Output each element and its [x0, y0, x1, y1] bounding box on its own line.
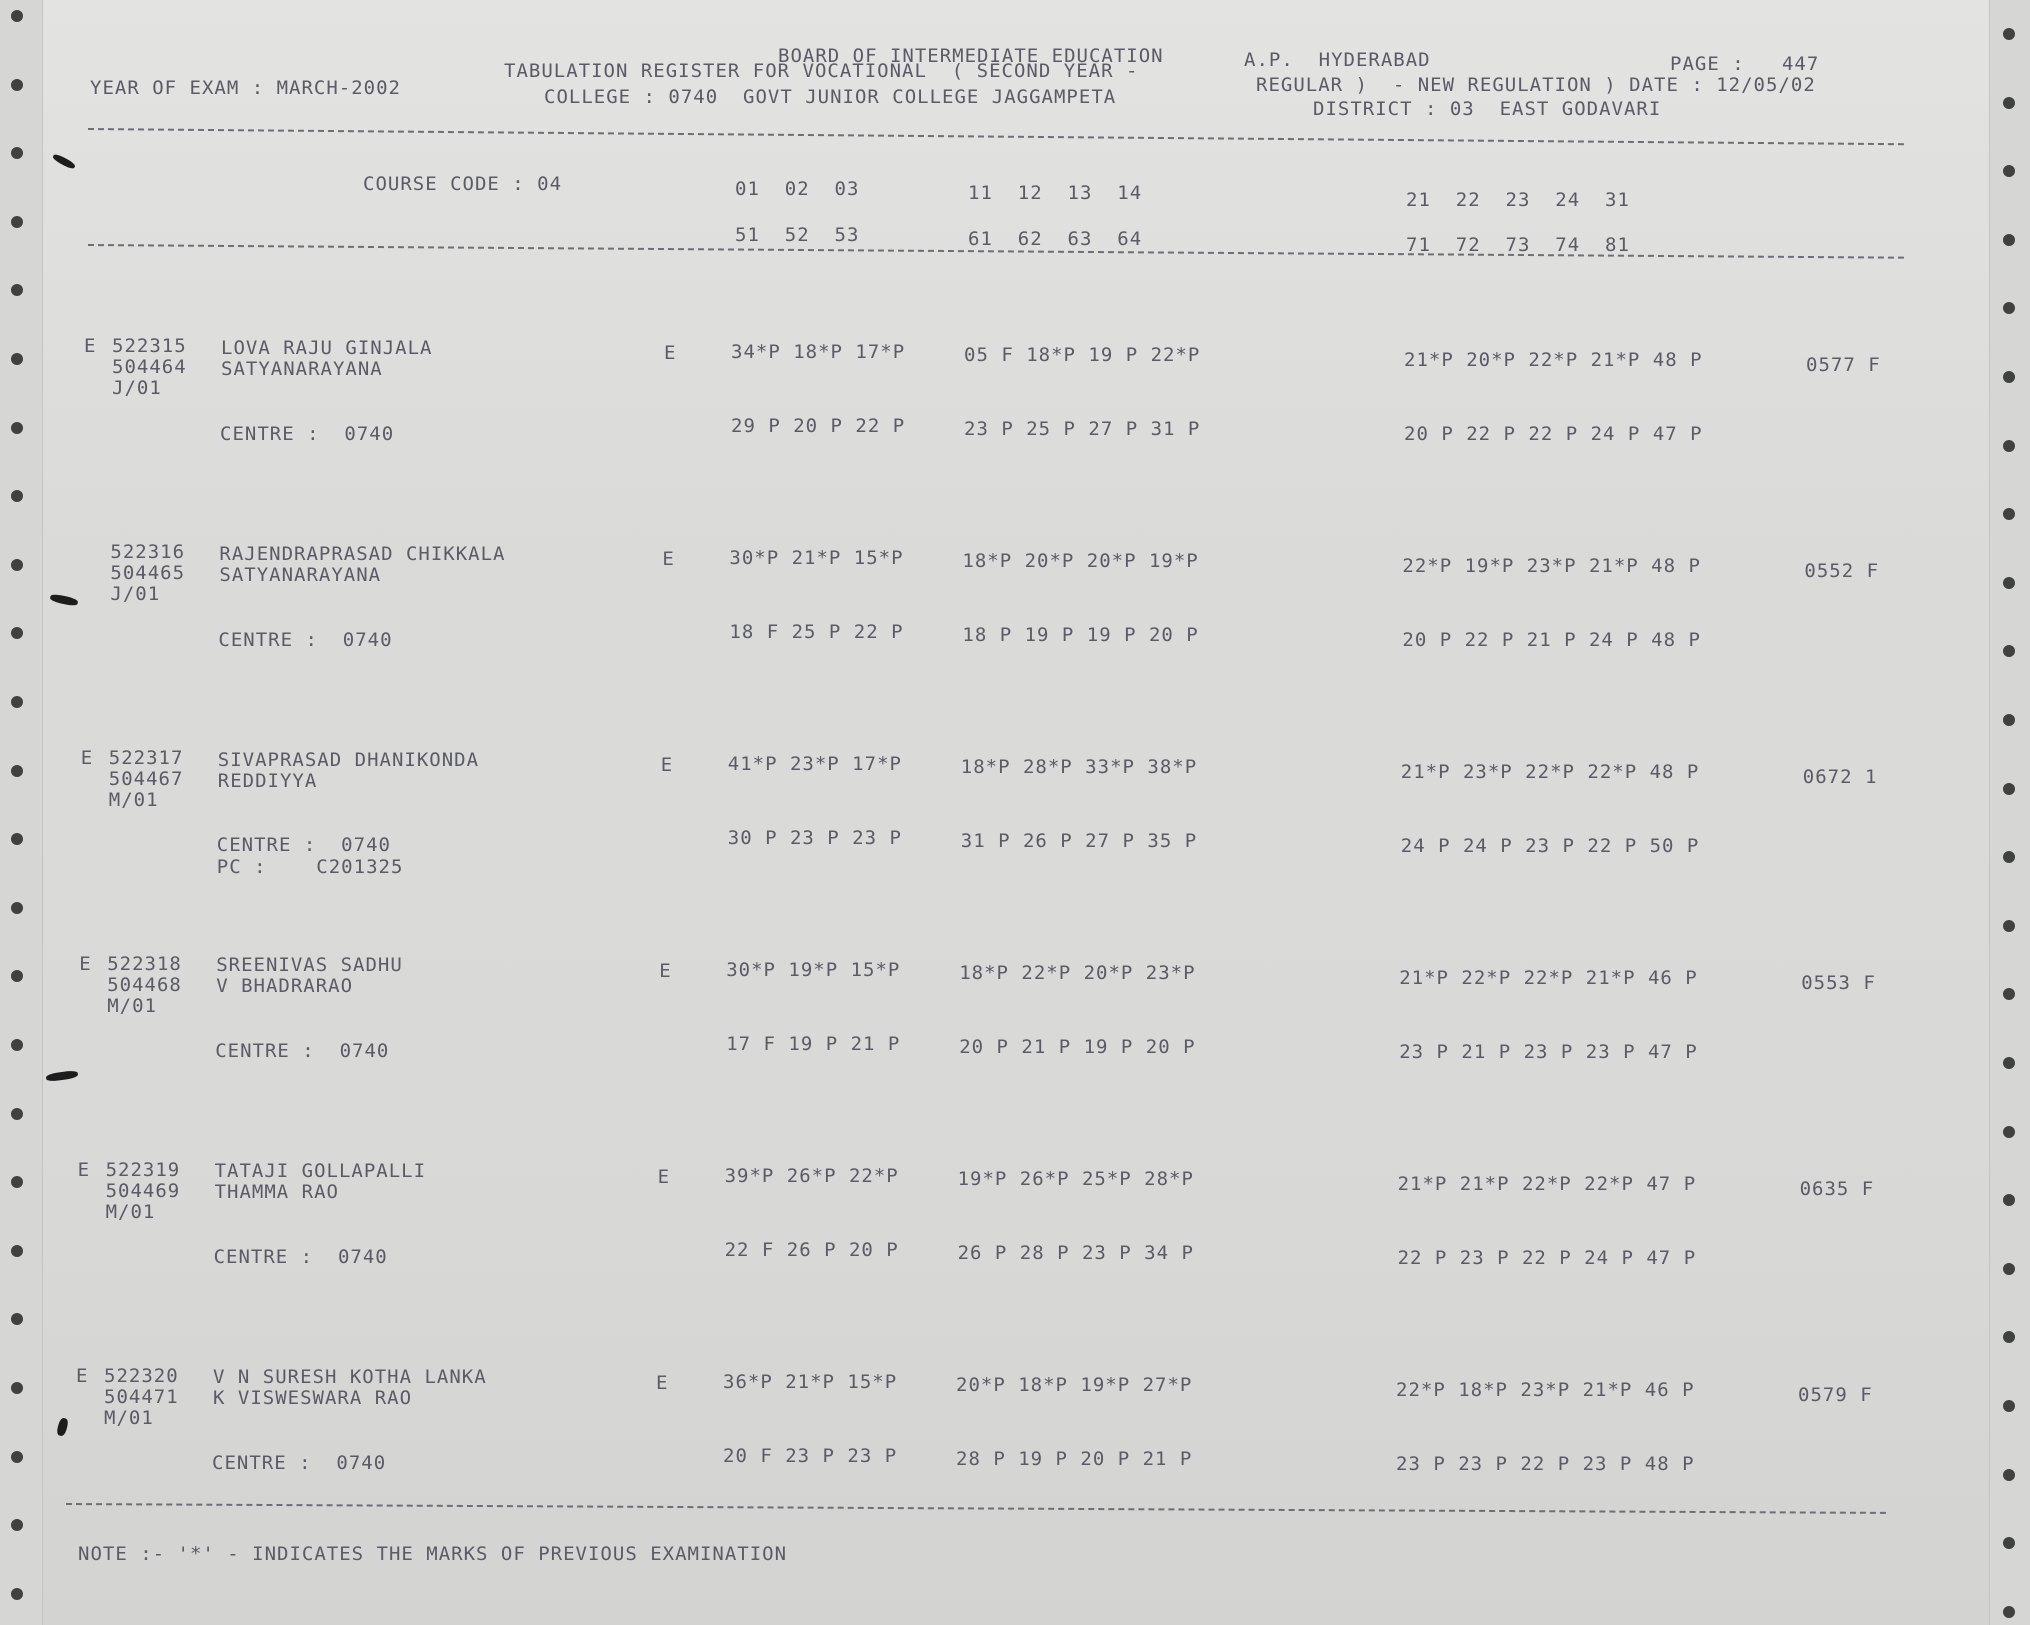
marks-row1-group3: 21*P 22*P 22*P 21*P 46 P [1399, 967, 1698, 990]
feed-hole [11, 147, 23, 159]
marks-row1-group1: 39*P 26*P 22*P [724, 1165, 899, 1188]
register-title: TABULATION REGISTER FOR VOCATIONAL ( SECOND YEAR - [504, 60, 1139, 82]
column-codes-row1-group2: 11 12 13 14 [968, 182, 1143, 204]
medium-code: E [657, 1165, 671, 1188]
feed-hole [11, 353, 23, 365]
page-number: PAGE : 447 [1670, 53, 1820, 75]
feed-hole [11, 490, 23, 502]
column-codes-row2-group2: 61 62 63 64 [968, 228, 1143, 250]
exam-flag: E [80, 746, 94, 769]
feed-hole [11, 902, 23, 914]
hall-ticket-number: 522319 [105, 1159, 181, 1182]
feed-hole [11, 1313, 23, 1325]
student-name: RAJENDRAPRASAD CHIKKALA [219, 542, 506, 565]
feed-hole [2003, 851, 2015, 863]
father-name: THAMMA RAO [214, 1181, 339, 1204]
centre-code: CENTRE : 0740 [216, 834, 391, 857]
marks-row1-group2: 19*P 26*P 25*P 28*P [957, 1168, 1194, 1190]
student-name: V N SURESH KOTHA LANKA [213, 1366, 487, 1389]
hall-ticket-number: 522318 [107, 953, 182, 976]
marks-row1-group1: 34*P 18*P 17*P [731, 341, 906, 364]
tractor-feed-strip-right [1989, 0, 2030, 1625]
feed-hole [2003, 28, 2015, 40]
marks-row1-group3: 22*P 19*P 23*P 21*P 48 P [1402, 555, 1701, 578]
feed-hole [11, 765, 23, 777]
marks-row2-group3: 20 P 22 P 22 P 24 P 47 P [1404, 423, 1703, 446]
exam-flag: E [79, 952, 92, 975]
registration-number: 504467 [108, 768, 184, 791]
total-result: 0552 F [1804, 559, 1880, 582]
marks-row1-group1: 30*P 19*P 15*P [726, 959, 901, 982]
registration-number: 504469 [105, 1180, 181, 1203]
marks-row1-group2: 18*P 22*P 20*P 23*P [959, 962, 1196, 985]
medium-code: E [662, 547, 675, 570]
marks-row1-group1: 30*P 21*P 15*P [729, 547, 904, 570]
marks-row1-group3: 22*P 18*P 23*P 21*P 46 P [1396, 1379, 1695, 1402]
column-codes-row2-group3: 71 72 73 74 81 [1406, 234, 1630, 256]
father-name: REDDIYYA [217, 769, 318, 792]
marks-row1-group3: 21*P 23*P 22*P 22*P 48 P [1400, 761, 1700, 784]
father-name: SATYANARAYANA [219, 563, 382, 586]
feed-hole [11, 1382, 23, 1394]
marks-row2-group2: 18 P 19 P 19 P 20 P [962, 624, 1199, 647]
ink-mark [52, 153, 76, 170]
marks-row2-group1: 29 P 20 P 22 P [731, 415, 906, 438]
feed-hole [2003, 920, 2015, 932]
marks-row2-group3: 20 P 22 P 21 P 24 P 48 P [1402, 629, 1701, 652]
father-name: SATYANARAYANA [221, 357, 383, 380]
feed-hole [2003, 783, 2015, 795]
regulation-date: REGULAR ) - NEW REGULATION ) DATE : 12/05/02 [1256, 74, 1816, 96]
medium-code: E [656, 1371, 669, 1394]
feed-hole [11, 833, 23, 845]
registration-number: 504468 [107, 974, 182, 997]
hall-ticket-number: 522320 [104, 1365, 179, 1388]
feed-hole [11, 696, 23, 708]
group-code: J/01 [112, 377, 162, 400]
feed-hole [11, 627, 23, 639]
group-code: J/01 [110, 583, 161, 606]
father-name: K VISWESWARA RAO [213, 1387, 413, 1410]
marks-row1-group2: 20*P 18*P 19*P 27*P [956, 1373, 1193, 1396]
student-name: SIVAPRASAD DHANIKONDA [217, 748, 480, 771]
district-line: DISTRICT : 03 EAST GODAVARI [1313, 98, 1662, 120]
marks-row2-group2: 26 P 28 P 23 P 34 P [957, 1242, 1194, 1264]
exam-flag: E [76, 1364, 89, 1387]
ink-mark [56, 1417, 69, 1437]
centre-code: CENTRE : 0740 [213, 1246, 388, 1269]
marks-row2-group3: 22 P 23 P 22 P 24 P 47 P [1397, 1247, 1697, 1270]
feed-hole [11, 1245, 23, 1257]
father-name: V BHADRARAO [216, 975, 354, 998]
ink-mark [46, 1070, 79, 1082]
hall-ticket-number: 522317 [108, 747, 184, 770]
feed-hole [2003, 1331, 2015, 1343]
marks-row2-group2: 23 P 25 P 27 P 31 P [964, 418, 1201, 441]
feed-hole [11, 1588, 23, 1600]
total-result: 0577 F [1806, 353, 1881, 376]
footnote: NOTE :- '*' - INDICATES THE MARKS OF PREVIOUS EXAMINATION [78, 1543, 788, 1565]
marks-row2-group1: 17 F 19 P 21 P [726, 1033, 901, 1056]
centre-code: CENTRE : 0740 [218, 628, 393, 651]
medium-code: E [659, 959, 672, 982]
group-code: M/01 [105, 1201, 156, 1224]
feed-hole [11, 1519, 23, 1531]
feed-hole [11, 10, 23, 22]
feed-hole [2003, 1057, 2015, 1069]
medium-code: E [660, 753, 674, 776]
feed-hole [11, 79, 23, 91]
feed-hole [11, 284, 23, 296]
feed-hole [2003, 714, 2015, 726]
marks-row2-group1: 22 F 26 P 20 P [724, 1239, 899, 1262]
marks-row1-group3: 21*P 20*P 22*P 21*P 48 P [1404, 349, 1703, 372]
hall-ticket-number: 522316 [110, 541, 186, 564]
exam-flag: E [77, 1158, 91, 1181]
feed-hole [11, 970, 23, 982]
marks-row1-group2: 18*P 28*P 33*P 38*P [960, 756, 1198, 779]
marks-row1-group1: 41*P 23*P 17*P [727, 753, 902, 776]
feed-hole [2003, 1263, 2015, 1275]
centre-code: CENTRE : 0740 [212, 1452, 387, 1475]
marks-row2-group1: 18 F 25 P 22 P [729, 621, 904, 644]
feed-hole [2003, 508, 2015, 520]
marks-row2-group1: 20 F 23 P 23 P [723, 1445, 898, 1468]
tractor-feed-strip-left [0, 0, 43, 1625]
header-divider [88, 128, 1904, 145]
feed-hole [2003, 645, 2015, 657]
feed-hole [2003, 165, 2015, 177]
medium-code: E [664, 341, 677, 364]
feed-hole [2003, 234, 2015, 246]
marks-row2-group1: 30 P 23 P 23 P [727, 827, 902, 850]
course-code: COURSE CODE : 04 [363, 173, 563, 195]
student-name: SREENIVAS SADHU [216, 954, 403, 977]
exam-flag: E [84, 334, 97, 357]
student-name: TATAJI GOLLAPALLI [214, 1160, 427, 1183]
pc-code: PC : C201325 [216, 856, 404, 879]
centre-code: CENTRE : 0740 [215, 1040, 390, 1063]
footer-divider [66, 1503, 1886, 1514]
group-code: M/01 [104, 1407, 154, 1430]
feed-hole [2003, 1537, 2015, 1549]
column-codes-row1-group3: 21 22 23 24 31 [1406, 189, 1630, 211]
hall-ticket-number: 522315 [112, 335, 187, 358]
feed-hole [2003, 302, 2015, 314]
column-codes-row2-group1: 51 52 53 [735, 224, 860, 246]
group-code: M/01 [107, 995, 157, 1018]
feed-hole [11, 1451, 23, 1463]
centre-code: CENTRE : 0740 [220, 422, 395, 445]
feed-hole [2003, 1126, 2015, 1138]
feed-hole [2003, 440, 2015, 452]
feed-hole [2003, 577, 2015, 589]
marks-row2-group3: 23 P 21 P 23 P 23 P 47 P [1399, 1041, 1698, 1064]
board-location: A.P. HYDERABAD [1244, 49, 1431, 71]
marks-row1-group1: 36*P 21*P 15*P [723, 1371, 898, 1394]
total-result: 0635 F [1799, 1177, 1875, 1200]
registration-number: 504464 [112, 356, 187, 379]
feed-hole [11, 1039, 23, 1051]
feed-hole [11, 422, 23, 434]
group-code: M/01 [108, 789, 159, 812]
marks-row2-group2: 28 P 19 P 20 P 21 P [956, 1447, 1193, 1470]
feed-hole [2003, 1606, 2015, 1618]
ink-mark [49, 593, 78, 607]
feed-hole [2003, 97, 2015, 109]
feed-hole [11, 216, 23, 228]
board-title: BOARD OF INTERMEDIATE EDUCATION [778, 45, 1164, 67]
feed-hole [11, 1108, 23, 1120]
feed-hole [11, 1176, 23, 1188]
feed-hole [11, 559, 23, 571]
feed-hole [2003, 1194, 2015, 1206]
column-codes-row1-group1: 01 02 03 [735, 178, 860, 200]
feed-hole [2003, 1400, 2015, 1412]
marks-row2-group3: 24 P 24 P 23 P 22 P 50 P [1400, 835, 1700, 858]
marks-row1-group2: 18*P 20*P 20*P 19*P [962, 550, 1199, 573]
marks-row1-group3: 21*P 21*P 22*P 22*P 47 P [1397, 1173, 1697, 1196]
feed-hole [2003, 988, 2015, 1000]
student-name: LOVA RAJU GINJALA [221, 336, 433, 359]
marks-row1-group2: 05 F 18*P 19 P 22*P [964, 344, 1201, 367]
total-result: 0553 F [1801, 971, 1876, 994]
registration-number: 504471 [104, 1386, 179, 1409]
year-of-exam: YEAR OF EXAM : MARCH-2002 [90, 77, 401, 99]
feed-hole [2003, 371, 2015, 383]
marks-row2-group2: 20 P 21 P 19 P 20 P [959, 1036, 1196, 1059]
marks-row2-group3: 23 P 23 P 22 P 23 P 48 P [1396, 1453, 1695, 1476]
total-result: 0672 1 [1802, 765, 1878, 788]
college-line: COLLEGE : 0740 GOVT JUNIOR COLLEGE JAGGAMPETA [544, 86, 1117, 108]
registration-number: 504465 [110, 562, 186, 585]
marks-row2-group2: 31 P 26 P 27 P 35 P [960, 830, 1198, 853]
feed-hole [2003, 1469, 2015, 1481]
total-result: 0579 F [1798, 1383, 1873, 1406]
